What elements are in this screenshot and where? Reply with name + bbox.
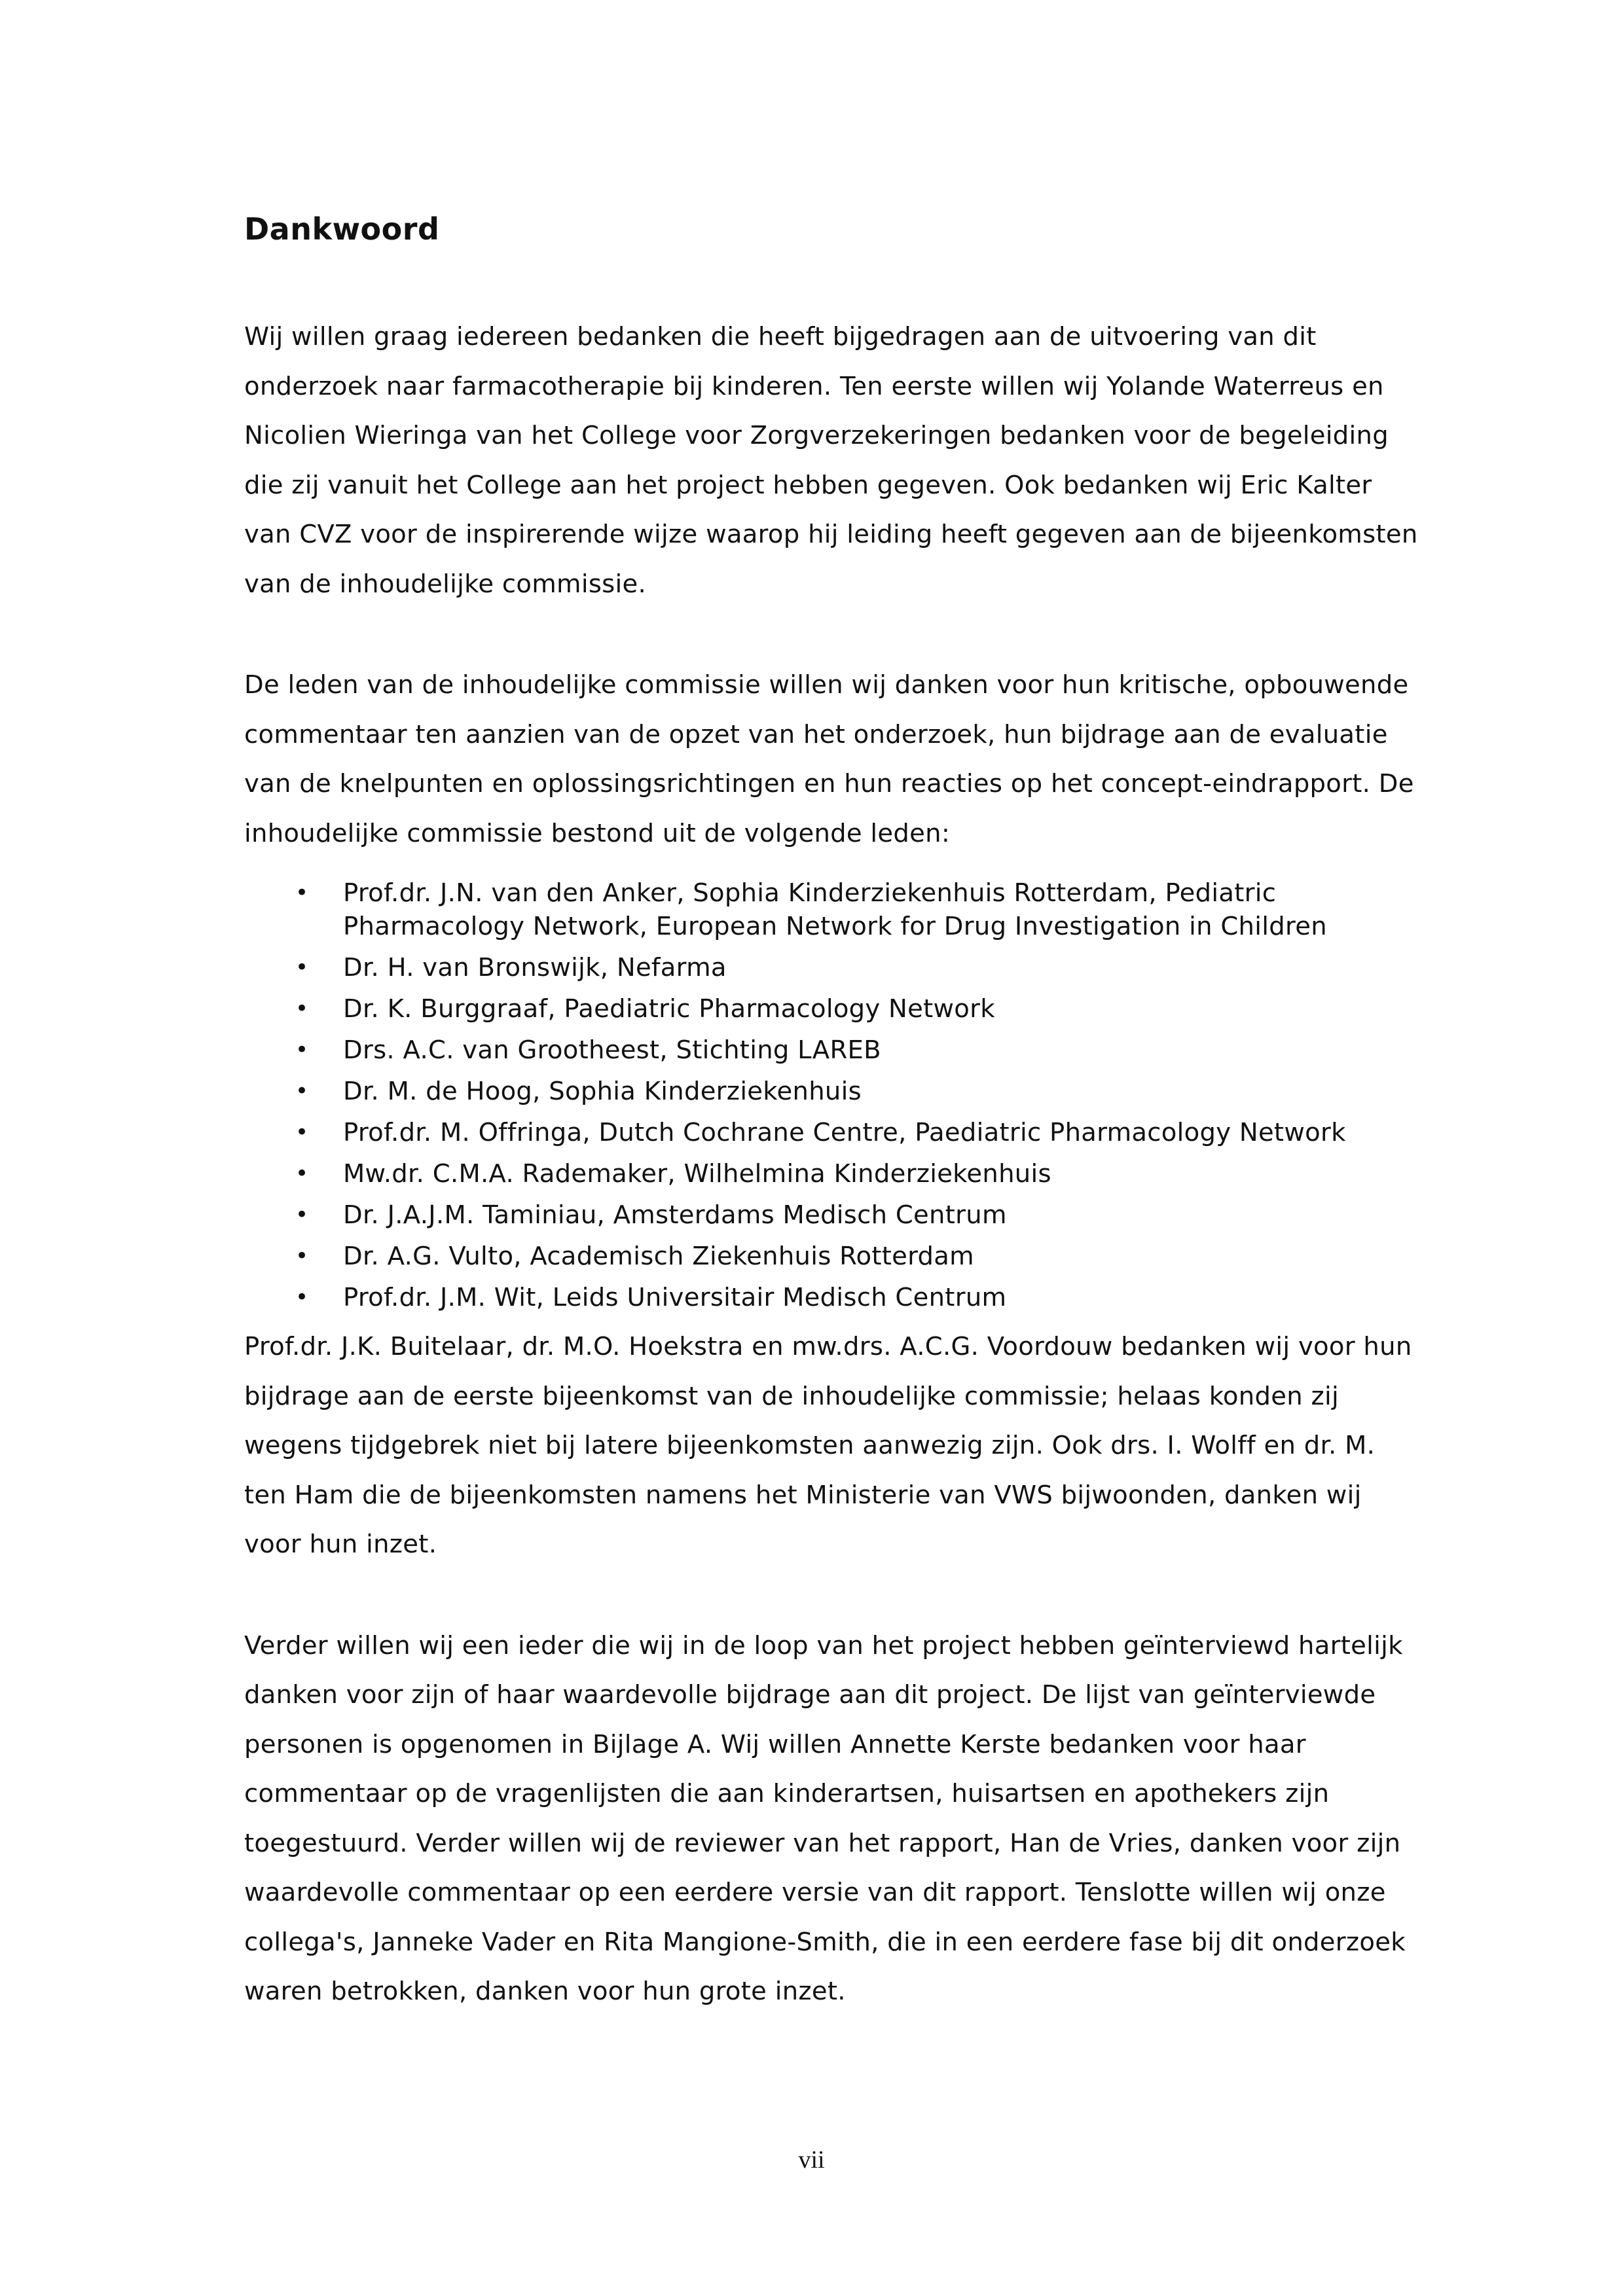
bullet-icon: • xyxy=(295,1160,309,1187)
member-text: Prof.dr. J.M. Wit, Leids Universitair Medisch Centrum xyxy=(343,1283,1007,1312)
list-item xyxy=(244,1033,1423,1067)
bullet-icon: • xyxy=(295,1037,309,1063)
member-text: Prof.dr. M. Offringa, Dutch Cochrane Centre, Paediatric Pharmacology Network xyxy=(343,1118,1346,1147)
paragraph-interviewees: Verder willen wij een ieder die wij in de loop van het project hebben geïnterviewd hartelijk danken voor zijn of haar waardevolle bijdrage aan dit project. De lijst van geïnterviewde personen is opgenomen in Bijlage A. Wij willen Annette Kerste bedanken voor haar commentaar op de vragenlijsten die aan kinderartsen, huisartsen en apothekers zijn toegestuurd. Verder willen wij de reviewer van het rapport, Han de Vries, danken voor zijn waardevolle commentaar op een eerdere versie van dit rapport. Tenslotte willen wij onze collega's, Janneke Vader en Rita Mangione-Smith, die in een eerdere fase bij dit onderzoek waren betrokken, danken voor hun grote inzet. xyxy=(244,1630,1406,2006)
list-item xyxy=(244,1240,1423,1273)
list-item xyxy=(244,1157,1423,1191)
list-item xyxy=(244,876,1423,943)
member-text: Dr. M. de Hoog, Sophia Kinderziekenhuis xyxy=(343,1077,862,1106)
page-title: Dankwoord xyxy=(244,211,440,247)
committee-member-list xyxy=(244,876,1423,1314)
bullet-icon: • xyxy=(295,954,309,980)
bullet-icon: • xyxy=(295,1243,309,1269)
member-text: Prof.dr. J.N. van den Anker, Sophia Kinderziekenhuis Rotterdam, Pediatric Pharmacology Network, European Network for Drug Investigation in Children xyxy=(343,878,1327,941)
member-text: Drs. A.C. van Grootheest, Stichting LAREB xyxy=(343,1035,881,1065)
bullet-icon: • xyxy=(295,1202,309,1228)
member-text: Dr. J.A.J.M. Taminiau, Amsterdams Medisch Centrum xyxy=(343,1200,1007,1230)
bullet-icon: • xyxy=(295,880,309,906)
page-content xyxy=(244,209,1423,2017)
member-text: Mw.dr. C.M.A. Rademaker, Wilhelmina Kinderziekenhuis xyxy=(343,1159,1051,1189)
bullet-icon: • xyxy=(295,996,309,1022)
member-text: Dr. H. van Bronswijk, Nefarma xyxy=(343,953,727,982)
list-item xyxy=(244,1116,1423,1149)
paragraph-intro: Wij willen graag iedereen bedanken die heeft bijgedragen aan de uitvoering van dit onderzoek naar farmacotherapie bij kinderen. Ten eerste willen wij Yolande Waterreus en Nicolien Wieringa van het College voor Zorgverzekeringen bedanken voor de begeleiding die zij vanuit het College aan het project hebben gegeven. Ook bedanken wij Eric Kalter van CVZ voor de inspirerende wijze waarop hij leiding heeft gegeven aan de bijeenkomsten van de inhoudelijke commissie. xyxy=(244,322,1418,599)
list-item xyxy=(244,1198,1423,1232)
list-item xyxy=(244,951,1423,984)
member-text: Dr. K. Burggraaf, Paediatric Pharmacology Network xyxy=(343,994,995,1024)
bullet-icon: • xyxy=(295,1284,309,1310)
list-item xyxy=(244,1281,1423,1314)
list-item xyxy=(244,1075,1423,1108)
paragraph-additional-members: Prof.dr. J.K. Buitelaar, dr. M.O. Hoekstra en mw.drs. A.C.G. Voordouw bedanken wij voor hun bijdrage aan de eerste bijeenkomst van de inhoudelijke commissie; helaas konden zij wegens tijdgebrek niet bij latere bijeenkomsten aanwezig zijn. Ook drs. I. Wolff en dr. M. ten Ham die de bijeenkomsten namens het Ministerie van VWS bijwoonden, danken wij voor hun inzet. xyxy=(244,1332,1412,1559)
bullet-icon: • xyxy=(295,1119,309,1145)
page-number: vii xyxy=(798,2146,825,2174)
bullet-icon: • xyxy=(295,1078,309,1104)
member-text: Dr. A.G. Vulto, Academisch Ziekenhuis Rotterdam xyxy=(343,1242,974,1271)
paragraph-committee: De leden van de inhoudelijke commissie willen wij danken voor hun kritische, opbouwende commentaar ten aanzien van de opzet van het onderzoek, hun bijdrage aan de evaluatie van de knelpunten en oplossingsrichtingen en hun reacties op het concept-eindrapport. De inhoudelijke commissie bestond uit de volgende leden: xyxy=(244,670,1414,848)
list-item xyxy=(244,992,1423,1026)
